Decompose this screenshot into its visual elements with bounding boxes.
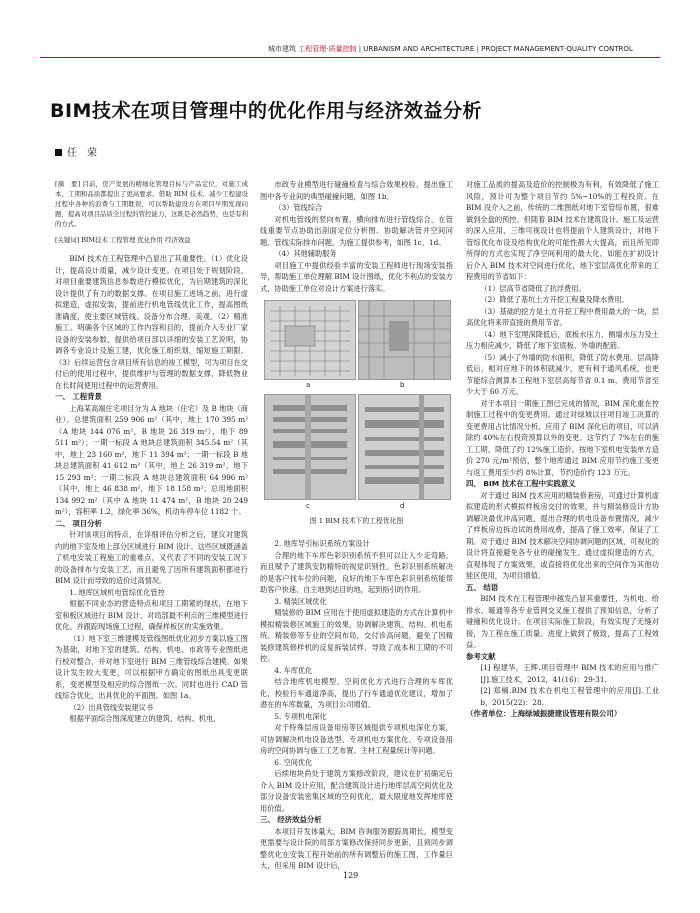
paragraph: （3）基础的挖方是土方开挖工程中费用最大的一块，层高优化将来带直接的费用节省。 bbox=[466, 306, 659, 327]
header-rule bbox=[40, 57, 660, 58]
paragraph: 精装修的 BIM 应用在于使用虚拟建造的方式在计算机中模拟精装修区域施工的效果，协调解决建筑、结构、机电系统、精装修等专业的空间布局，交付诊高问题，避免了因精装修建筑修样机的反复拆装试样，导致了成本和工期的不可控。 bbox=[260, 608, 453, 663]
column-2-bottom bbox=[260, 538, 453, 872]
reference-item: [1] 程建华，王辉.项目管理中 BIM 技术的应用与推广[J].施工技术，2012，41(16)：29-31. bbox=[480, 663, 659, 684]
paragraph: 对施工品质的提高及造价的控制极为有利，有效降低了施工风险，预计可为整个项目节约 5%~10%的工程投资。在 BIM 没介入之前，传统的二维图纸对地下室管综布置，很难做到全盘的预控。但随着 BIM 技术在建筑设计、施工及运营的深入应用，三维可视设计也将提前个人建筑设计，对地下管综优化布设及结构优化的可能性都大大提高，而且所见即所得的方式也实现了净空间利用的最大化。如能在扩初设计后介入 BIM 技术对空间进行优化，地下室层高优化带来的工程费用的节省如下： bbox=[466, 180, 659, 281]
figure-caption: 图 1 BIM 技术下的工程优化图 bbox=[309, 517, 404, 525]
paragraph: 针对该项目的特点，在详细评估分析之后，建议对建筑内的地下室及地上部分区域进行 BIM 设计。这些区域既涵盖了机电安装工程施工的重难点，又代表了不同的安装工况下的设备排布与安装工艺，而且避免了因所有建筑面积都进行 BIM 设计而导致的造价过高情况。 bbox=[55, 530, 248, 585]
paragraph: 结合地库机电模型，空间优化方式进行合理的车库优化，校验行车通道净高，提出了行车通道优化建议，增加了潜在的车库数量，为项目公司增值。 bbox=[260, 677, 453, 709]
paragraph: 对于特殊层房设备用房等区域提供专项机电深化方案，可协调解决机电设备选型、专项机电方案优化、专项设备用房的空间协调与施工工艺布置、主材工程量统计等问题。 bbox=[260, 723, 453, 755]
keywords: [关键词] BIM技术 工程管理 优化作用 经济效益 bbox=[55, 236, 191, 244]
paragraph: 上海某高端住宅项目分为 A 地块（住宅）及 B 地块（商业）。总建筑面积 259 906 m²（其中，地上 170 395 m²（A 地块 144 076 m²，B 地块 26 319 m²），地下 89 511 m²）；一期一标段 A 地块总建筑面积 345.54 m²（其中，地上 23 160 m²，地下 11 394 m²；一期一标段 B 地块总建筑面积 41 612 m²（其中，地上 26 319 m²，地下 15 293 m²；一期二标段 A 地块总建筑面积 64 996 m²（其中，地上 46 838 m²，地下 18 158 m²；总用地面积 134 992 m²（其中 A 地块 11 474 m²，B 地块 20 249 m²），容积率 1.2，绿化率 36%，机动车停车位 1182 个。 bbox=[55, 403, 248, 516]
figure-image-d bbox=[358, 394, 451, 500]
section-heading: 三、 经济效益分析 bbox=[260, 815, 322, 824]
paragraph: 对于本项目一期施工图已完成的情况，BIM 深化重在控制施工过程中的变更费用。通过对绿城以往项目竣工决算的变更费用占比情况分析，应用了 BIM 深化后的项目，可以消除约 40%左右投资预算以外的变更。这节约了 7%左右的施工工期，降低了约 12%施工造价。按地下室机电安装单方造价 270 元/m²预估，整个地库通过 BIM 应用节约施工变更与返工费用至少约 8%计算，节约造价约 123 万元。 bbox=[466, 398, 659, 477]
paragraph: （1）地下室三维建模及管线图纸优化初步方案以施工图为基础，对地下室的建筑、结构、机电、市政等专业图纸进行校对整合，并对地下室进行 BIM 三维管线综合建模。如果设计发生较大变更，可以根据甲方确定的图纸出具变更联系，变更模型及相应的综合图纸一次。同时也进行 CAD 管线综合优化，出具优化的平面图。如图 1a。 bbox=[55, 633, 248, 700]
paragraph: 3. 精装区域优化 bbox=[274, 596, 327, 606]
paragraph: 对于通过 BIM 技术应用的精装修套房，可通过计算机虚拟建造的形式模拟样板房交付的效果，并与精装修设计方协调解决最优冲高问题，提出合理的机电设备布置情况，减少了样板房边拆边试的费用成费，提高了施工效率，保证了工期。对于通过 BIM 技术解决空间协调问题的区域，可视化的设计将直接避免各专业的碰撞发生。通过虚拟建造的方式，直观体现了方案效果，或直接将优化出来的空间作为其他功能区使用，为项目增值。 bbox=[466, 490, 659, 580]
figure-image-a bbox=[264, 300, 356, 380]
paragraph: BIM 技术在工程管理中越发凸显其重要性，为机电、给排水、暖通等各专业管网交叉施工提供了预知信息，分析了碰撞和优化设计。在项目实际施工阶段，有效实现了无缝对接，为工程在施工质量、进度上做到了极致，提高了工程效益。 bbox=[466, 594, 659, 649]
reference-item: [2] 郑楠.BIM 技术在机电工程管理中的应用[J].工业 b，2015(22)：28. bbox=[480, 686, 659, 707]
header-section: 工程管理·质量控制 bbox=[298, 45, 357, 53]
paragraph: 4. 车库优化 bbox=[274, 665, 313, 675]
column-3 bbox=[466, 179, 659, 720]
paragraph: （4）其他辅助服务 bbox=[274, 249, 337, 258]
page-title: BIM技术在项目管理中的优化作用与经济效益分析 bbox=[50, 100, 482, 122]
figure-label-b: b bbox=[400, 381, 405, 389]
header-english-b: PROJECT MANAGEMENT·QUALITY CONTROL bbox=[481, 45, 633, 53]
page-number: 129 bbox=[343, 871, 359, 880]
figure-image-c bbox=[264, 394, 356, 500]
figure-label-a: a bbox=[306, 381, 311, 389]
author bbox=[55, 144, 97, 159]
column-2-top bbox=[260, 179, 453, 294]
section-heading: 参考文献 bbox=[466, 651, 496, 661]
paragraph: 1. 地库区域机电管综优化管控 bbox=[69, 587, 165, 597]
figure-image-b bbox=[358, 300, 451, 380]
paragraph: 市政专业模型进行碰撞检查与综合效果校验，提出施工图中各专业间的典型碰撞问题，如图 1b。 bbox=[260, 180, 453, 201]
section-heading: 五、 结语 bbox=[466, 582, 499, 592]
paragraph: 5. 专项机电深化 bbox=[274, 711, 327, 721]
paragraph: 6. 空间优化 bbox=[274, 757, 313, 767]
column-1-body bbox=[55, 253, 248, 725]
paragraph: 本项目开发体量大，BIM 咨询服务跟踪周期长，模型变更需要与设计院的局部方案修改保持同步更新，且须同步调整优化在安装工程开始前的所有调整后的施工图，工作量巨大，但采用 BIM 设计后， bbox=[260, 826, 453, 870]
paragraph: （2）降低了基坑土方开挖工程量及降水费用。 bbox=[480, 295, 629, 304]
section-heading: 二、 项目分析 bbox=[55, 518, 102, 528]
paragraph: （4）地下室埋深降低后，底板水压力、侧墙水压力及土压力相应减少，降低了地下室底板、外墙的配筋。 bbox=[466, 329, 659, 350]
paragraph: （5）减小了外墙的防水面积，降低了防水费用。层高降低后，相对应地下的体积就减少，更有利于通风系统，也更节能综合测算本工程地下室层高每节省 0.1 m，费用节省至少大于 60 万元。 bbox=[466, 352, 659, 396]
author-name: 任 荣 bbox=[67, 148, 97, 159]
column-2 bbox=[260, 179, 453, 872]
abstract: [摘 要] 目前，房产发展的精细化管理目标与产品定位，对施工成本、工期和品质都提出了更高要求。借助 BIM 技术，减少工程建设过程中各种的浪费与工期耽误，可以帮助建设方在项目早期发现问题，提高对项目品质全过程的管控能力，这既是必然趋势，也是有利的方式。 bbox=[55, 180, 248, 228]
figure-label-c: c bbox=[306, 502, 310, 510]
paragraph: （1）层高节省降低了抗浮费用。 bbox=[480, 283, 586, 293]
paragraph: 对机电管线的竖向布置、横向排布进行管线综合，在管线重要节点协助出剖面定位分析图。协助解决管井空间问题、管线实际排布问题，为施工提供参考，如图 1c、1d。 bbox=[260, 214, 453, 247]
column-3-body bbox=[466, 179, 659, 720]
section-heading: 一、 工程背景 bbox=[55, 392, 102, 401]
header-english-a: URBANISM AND ARCHITECTURE bbox=[363, 45, 475, 53]
header-left: 城市建筑 bbox=[268, 45, 296, 53]
running-header: 城市建筑 工程管理·质量控制 | URBANISM AND ARCHITECTURE | PROJECT MANAGEMENT·QUALITY CONTROL bbox=[268, 45, 633, 53]
section-heading: （作者单位：上海绿城振捷建设管理有限公司） bbox=[466, 709, 622, 718]
paragraph: BIM 技术在工程管理中凸显出了其重要性。（1）优化设计，提高设计质量，减少设计变更。在项目处于规划阶段，对项目重要建筑信息参数进行模拟优化，为后期建筑的深化设计提供了有力的数据支撑。在项目施工进场之前，进行虚拟建造，虚拟安装，提前进行机电管线优化工作，提高图纸准确度，使主要区域管线、设备分布合理、美观。（2）精准施工。明确各个区域的工作内容和目的，提前介入专业厂家设备的安装参数，提供给项目部以详细的安装工艺说明，协调各专业设计及施工建，优化施工组织划，缩短施工期限。（3）后续运营包含项目所有信息的竣工模型，可为项目在交付后的使用过程中，提供维护与管理的数据支撑，降低物业在长时间使用过程中的运营费用。 bbox=[55, 254, 248, 390]
paragraph: （2）出具管线安装建议书 bbox=[69, 702, 154, 712]
paragraph: 根据不同业态的营造特点和项目工期紧的现状，在地下室和板区域进行 BIM 设计，对局部最不利点的三维模型进行优化。并跟踪现场施工过程，确保样板区的实施效果。 bbox=[55, 599, 248, 631]
author-marker bbox=[55, 149, 62, 156]
paragraph: 项目施工中提供经验丰富的安装工程师进行现场安装指导，帮助施工单位理解 BIM 设计图纸，优化不利点的安装方式，协助施工单位对设计方案进行落实。 bbox=[260, 260, 453, 293]
abstract-block bbox=[55, 179, 248, 245]
column-1 bbox=[55, 179, 248, 725]
paragraph: （3）管线综合 bbox=[274, 203, 323, 212]
paragraph: 合理的地下车库色彩识别系统不但可以让人少走弯路，而且赋予了建筑安防精特的视觉识别性。色彩识别系统解决的是客户找车位的问题，良好的地下车库色彩识别系统能帮助客户快速、自主地到达目的地，起到指引的作用。 bbox=[260, 550, 453, 594]
paragraph: 2. 地库导引标识系统方案设计 bbox=[274, 539, 370, 548]
figure-1 bbox=[260, 298, 453, 536]
figure-label-d: d bbox=[400, 502, 405, 510]
paragraph: 后续地块尚处于建筑方案修改阶段，建议在扩初确定后介入 BIM 设计应用，配合建筑设计进行地库层高空间优化及部分设备安装密集区域的空间优化，最大限度地发挥地库使用价值。 bbox=[260, 769, 453, 813]
section-heading: 四、 BIM 技术在工程中实践意义 bbox=[466, 479, 576, 488]
paragraph: 根据平面综合图深度建立的建筑、结构、机电、 bbox=[69, 714, 221, 723]
